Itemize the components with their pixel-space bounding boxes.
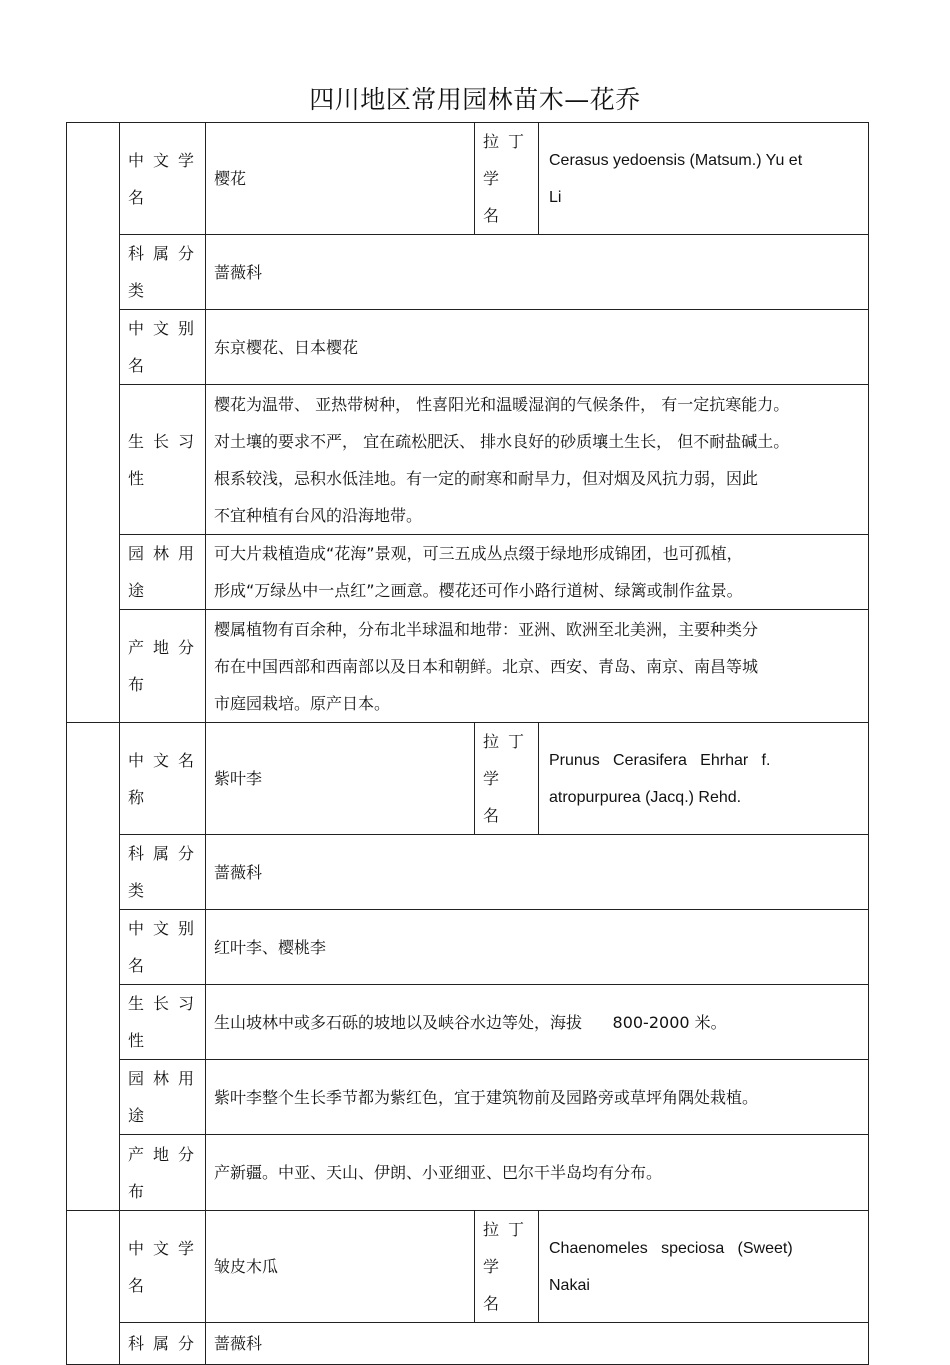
family-value: 蔷薇科 [206, 835, 869, 910]
table-row [67, 723, 869, 835]
field-label-alias: 中文别 名 [120, 910, 206, 985]
field-label-use: 园林用 途 [120, 1060, 206, 1135]
use-value: 可大片栽植造成“花海”景观，可三五成丛点缀于绿地形成锦团，也可孤植， 形成“万绿丛中一点红”之画意。樱花还可作小路行道树、绿篱或制作盆景。 [206, 535, 869, 610]
field-label-origin: 产地分 布 [120, 1135, 206, 1211]
page-title: 四川地区常用园林苗木—花乔 [309, 85, 641, 114]
table-row [67, 985, 869, 1060]
latin-name-value: Cerasus yedoensis (Matsum.) Yu et Li [539, 123, 869, 235]
field-label-alias: 中文别 名 [120, 310, 206, 385]
table-row [67, 235, 869, 310]
table-row [67, 123, 869, 235]
table-row [67, 310, 869, 385]
field-label-family: 科属分 [120, 1323, 206, 1365]
habit-value: 生山坡林中或多石砾的坡地以及峡谷水边等处，海拔 800-2000 米。 [206, 985, 869, 1060]
table-row [67, 535, 869, 610]
family-value: 蔷薇科 [206, 235, 869, 310]
origin-value: 樱属植物有百余种，分布北半球温和地带：亚洲、欧洲至北美洲，主要种类分 布在中国西部和西南部以及日本和朝鲜。北京、西安、青岛、南京、南昌等城 市庭园栽培。原产日本。 [206, 610, 869, 723]
table-row [67, 610, 869, 723]
field-label-use: 园林用 途 [120, 535, 206, 610]
table-row [67, 1060, 869, 1135]
plant-table [66, 122, 869, 1365]
plant-image-cell [67, 123, 120, 723]
cn-name-value: 樱花 [206, 123, 475, 235]
table-row [67, 1211, 869, 1323]
latin-name-value: Chaenomeles speciosa (Sweet) Nakai [539, 1211, 869, 1323]
alias-value: 红叶李、樱桃李 [206, 910, 869, 985]
field-label-latin: 拉丁 学名 [475, 123, 539, 235]
field-label-family: 科属分 类 [120, 235, 206, 310]
family-value: 蔷薇科 [206, 1323, 869, 1365]
plant-image-cell [67, 1211, 120, 1365]
origin-value: 产新疆。中亚、天山、伊朗、小亚细亚、巴尔干半岛均有分布。 [206, 1135, 869, 1211]
field-label-origin: 产地分 布 [120, 610, 206, 723]
plant-image-cell [67, 723, 120, 1211]
table-row [67, 1323, 869, 1365]
field-label-cn-name: 中文名 称 [120, 723, 206, 835]
table-row [67, 910, 869, 985]
field-label-cn-name: 中文学 名 [120, 123, 206, 235]
alias-value: 东京樱花、日本樱花 [206, 310, 869, 385]
field-label-cn-name: 中文学 名 [120, 1211, 206, 1323]
cn-name-value: 紫叶李 [206, 723, 475, 835]
field-label-latin: 拉丁 学名 [475, 1211, 539, 1323]
table-row [67, 385, 869, 535]
field-label-habit: 生长习 性 [120, 985, 206, 1060]
field-label-latin: 拉丁 学名 [475, 723, 539, 835]
table-row [67, 835, 869, 910]
latin-name-value: Prunus Cerasifera Ehrhar f. atropurpurea (Jacq.) Rehd. [539, 723, 869, 835]
habit-value: 樱花为温带、 亚热带树种， 性喜阳光和温暖湿润的气候条件， 有一定抗寒能力。 对土壤的要求不严， 宜在疏松肥沃、 排水良好的砂质壤土生长， 但不耐盐碱土。 根系较浅，忌积水低洼地。有一定的耐寒和耐旱力，但对烟及风抗力弱，因此 不宜种植有台风的沿海地带。 [206, 385, 869, 535]
field-label-habit: 生长习 性 [120, 385, 206, 535]
table-row [67, 1135, 869, 1211]
field-label-family: 科属分 类 [120, 835, 206, 910]
cn-name-value: 皱皮木瓜 [206, 1211, 475, 1323]
use-value: 紫叶李整个生长季节都为紫红色，宜于建筑物前及园路旁或草坪角隅处栽植。 [206, 1060, 869, 1135]
